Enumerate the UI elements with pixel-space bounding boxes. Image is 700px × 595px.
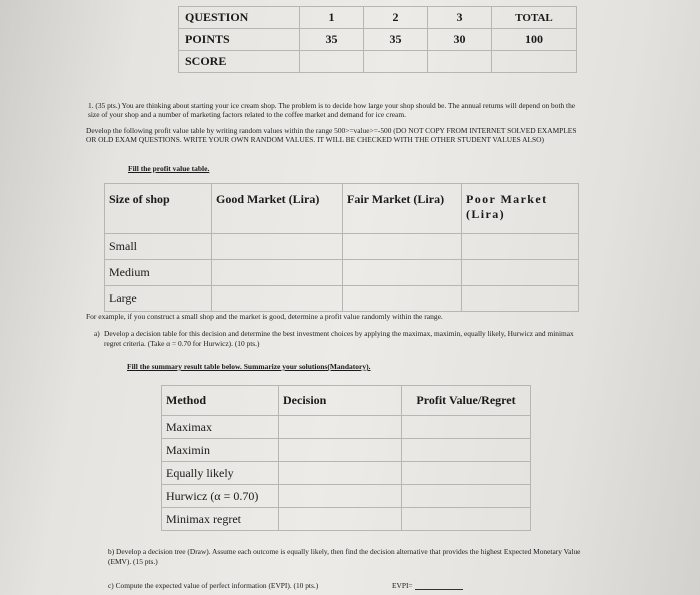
fill-summary-heading: Fill the summary result table below. Summarize your solutions(Mandatory). xyxy=(127,362,371,371)
table-cell xyxy=(462,234,579,260)
table-cell xyxy=(279,416,402,439)
summary-result-table xyxy=(161,385,531,531)
column-header: Decision xyxy=(279,386,402,416)
score-cell: TOTAL xyxy=(492,7,577,29)
table-row xyxy=(162,485,531,508)
table-row xyxy=(162,439,531,462)
column-header: Fair Market (Lira) xyxy=(343,184,462,234)
method-label: Equally likely xyxy=(162,462,279,485)
evpi-label: EVPI= xyxy=(392,581,413,590)
part-a-marker: a) xyxy=(94,329,100,338)
method-label: Hurwicz (α = 0.70) xyxy=(162,485,279,508)
column-header: Size of shop xyxy=(105,184,212,234)
table-cell xyxy=(402,485,531,508)
score-cell xyxy=(492,51,577,73)
row-label: Small xyxy=(105,234,212,260)
part-a-text xyxy=(94,329,586,349)
table-row xyxy=(105,286,579,312)
table-row xyxy=(179,7,577,29)
table-cell xyxy=(279,439,402,462)
score-cell: 2 xyxy=(364,7,428,29)
table-cell xyxy=(402,439,531,462)
method-label: Minimax regret xyxy=(162,508,279,531)
example-text: For example, if you construct a small shop and the market is good, determine a profit value randomly within the range. xyxy=(86,312,443,321)
part-b-text: b) Develop a decision tree (Draw). Assume each outcome is equally likely, then find the decision alternative that provides the highest Expected Monetary Value (EMV). (15 pts.) xyxy=(108,547,581,566)
table-cell xyxy=(279,462,402,485)
method-label: Maximax xyxy=(162,416,279,439)
score-cell: 100 xyxy=(492,29,577,51)
table-cell xyxy=(402,416,531,439)
table-cell xyxy=(212,234,343,260)
score-cell: 30 xyxy=(428,29,492,51)
table-row xyxy=(179,29,577,51)
evpi-answer xyxy=(392,581,463,590)
table-header-row xyxy=(162,386,531,416)
table-row xyxy=(162,416,531,439)
table-row xyxy=(162,462,531,485)
score-cell: 35 xyxy=(300,29,364,51)
part-a-body: Develop a decision table for this decision and determine the best investment choices by applying the maximax, maximin, equally likely, Hurwicz and minimax regret criteria. (Take α = 0.70 for Hurwicz). (10 pts.) xyxy=(104,329,574,348)
table-cell xyxy=(343,234,462,260)
fill-profit-heading: Fill the profit value table. xyxy=(128,164,210,173)
method-label: Maximin xyxy=(162,439,279,462)
score-cell xyxy=(364,51,428,73)
table-header-row xyxy=(105,184,579,234)
score-cell: 3 xyxy=(428,7,492,29)
table-row xyxy=(105,260,579,286)
table-cell xyxy=(343,286,462,312)
part-c-text: c) Compute the expected value of perfect information (EVPI). (10 pts.) xyxy=(108,581,319,590)
evpi-answer-line xyxy=(415,589,463,590)
score-cell: 1 xyxy=(300,7,364,29)
score-row-label: POINTS xyxy=(179,29,300,51)
table-cell xyxy=(462,260,579,286)
score-row-label: SCORE xyxy=(179,51,300,73)
row-label: Medium xyxy=(105,260,212,286)
table-cell xyxy=(212,260,343,286)
table-row xyxy=(179,51,577,73)
table-cell xyxy=(343,260,462,286)
row-label: Large xyxy=(105,286,212,312)
score-row-label: QUESTION xyxy=(179,7,300,29)
score-cell: 35 xyxy=(364,29,428,51)
column-header: Good Market (Lira) xyxy=(212,184,343,234)
table-cell xyxy=(212,286,343,312)
table-row xyxy=(162,508,531,531)
table-cell xyxy=(279,485,402,508)
column-header: Poor Market (Lira) xyxy=(462,184,579,234)
column-header: Method xyxy=(162,386,279,416)
table-cell xyxy=(402,508,531,531)
table-cell xyxy=(279,508,402,531)
question-intro: 1. (35 pts.) You are thinking about starting your ice cream shop. The problem is to decide how large your shop should be. The annual returns will depend on both the size of your shop and a number of marketing factors related to the coffee market and demand for ice cream. xyxy=(88,101,576,119)
profit-value-table xyxy=(104,183,579,312)
question-instructions: Develop the following profit value table by writing random values within the range 500>=value>=-500 (DO NOT COPY FROM INTERNET SOLVED EXAMPLES OR OLD EXAM QUESTIONS. WRITE YOUR OWN RANDOM VALUES. IT WILL BE CHECKED WITH THE OTHER STUDENT VALUES ALSO) xyxy=(86,126,577,144)
score-cell xyxy=(300,51,364,73)
score-cell xyxy=(428,51,492,73)
column-header: Profit Value/Regret xyxy=(402,386,531,416)
table-row xyxy=(105,234,579,260)
score-table xyxy=(178,6,577,73)
table-cell xyxy=(462,286,579,312)
table-cell xyxy=(402,462,531,485)
